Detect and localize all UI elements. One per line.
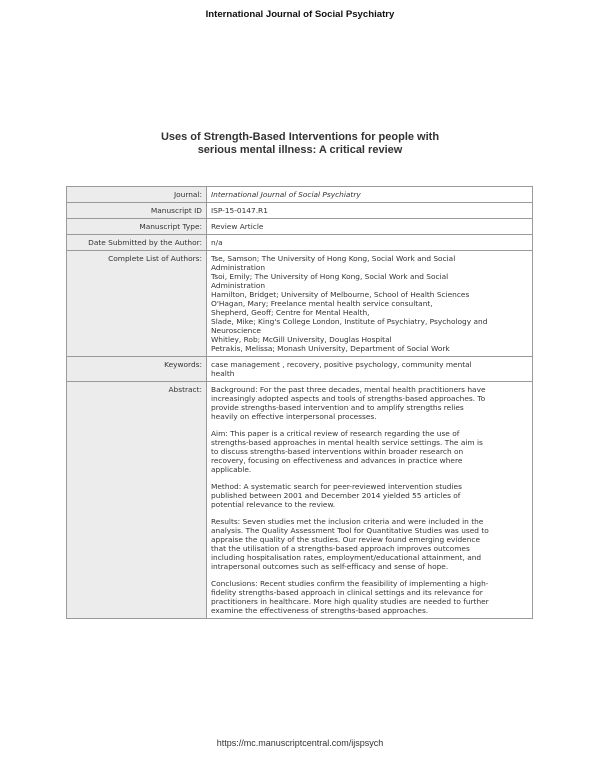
abstract-line: that the utilisation of a strengths-based approach improves outcomes <box>211 544 470 553</box>
abstract-line: Results: Seven studies met the inclusion criteria and were included in the <box>211 517 484 526</box>
author-line: Administration <box>211 263 266 272</box>
author-line: Slade, Mike; King's College London, Institute of Psychiatry, Psychology and <box>211 317 488 326</box>
authors-row <box>67 251 533 357</box>
journal-label: Journal: <box>67 187 207 203</box>
manuscript-id-row <box>67 203 533 219</box>
manuscript-type-row <box>67 219 533 235</box>
abstract-body <box>207 382 533 619</box>
author-line: Petrakis, Melissa; Monash University, Department of Social Work <box>211 344 450 353</box>
abstract-line: intrapersonal outcomes such as self-efficacy and sense of hope. <box>211 562 449 571</box>
manuscript-id-value: ISP-15-0147.R1 <box>207 203 533 219</box>
keywords-row <box>67 357 533 382</box>
author-line: Administration <box>211 281 266 290</box>
keywords-line: case management , recovery, positive psychology, community mental <box>211 360 472 369</box>
abstract-line: heavily on effective interpersonal processes. <box>211 412 377 421</box>
abstract-line: applicable. <box>211 465 252 474</box>
abstract-line: to discuss strengths-based interventions within broader research on <box>211 447 464 456</box>
abstract-line: Background: For the past three decades, mental health practitioners have <box>211 385 486 394</box>
author-line: Tse, Samson; The University of Hong Kong, Social Work and Social <box>211 254 456 263</box>
journal-value: International Journal of Social Psychiatry <box>207 187 533 203</box>
author-line: Shepherd, Geoff; Centre for Mental Health, <box>211 308 370 317</box>
journal-row <box>67 187 533 203</box>
date-submitted-row <box>67 235 533 251</box>
manuscript-type-value: Review Article <box>207 219 533 235</box>
abstract-line: Method: A systematic search for peer-reviewed intervention studies <box>211 482 462 491</box>
authors-label: Complete List of Authors: <box>67 251 207 357</box>
abstract-line: practitioners in healthcare. More high quality studies are needed to further <box>211 597 489 606</box>
keywords-value <box>207 357 533 382</box>
abstract-line: fidelity strengths-based approach in clinical settings and its relevance for <box>211 588 483 597</box>
abstract-line: recovery, focusing on effectiveness and advances in practice where <box>211 456 463 465</box>
abstract-line: provide strengths-based intervention and to amplify strengths relies <box>211 403 464 412</box>
author-line: O'Hagan, Mary; Freelance mental health service consultant, <box>211 299 433 308</box>
abstract-line: Aim: This paper is a critical review of research regarding the use of <box>211 429 460 438</box>
abstract-line: increasingly adopted aspects and tools of strengths-based approaches. To <box>211 394 486 403</box>
abstract-results <box>211 517 528 571</box>
abstract-label: Abstract: <box>67 382 207 619</box>
manuscript-id-label: Manuscript ID <box>67 203 207 219</box>
date-submitted-label: Date Submitted by the Author: <box>67 235 207 251</box>
manuscript-type-label: Manuscript Type: <box>67 219 207 235</box>
author-line: Hamilton, Bridget; University of Melbourne, School of Health Sciences <box>211 290 470 299</box>
abstract-line: potential relevance to the review. <box>211 500 336 509</box>
author-line: Whitley, Rob; McGill University, Douglas Hospital <box>211 335 392 344</box>
date-submitted-value: n/a <box>207 235 533 251</box>
abstract-line: published between 2001 and December 2014 yielded 55 articles of <box>211 491 461 500</box>
abstract-line: strengths-based approaches in mental health service settings. The aim is <box>211 438 483 447</box>
abstract-method <box>211 482 528 509</box>
abstract-conclusions <box>211 579 528 615</box>
abstract-line: examine the effectiveness of strengths-based approaches. <box>211 606 429 615</box>
abstract-line: analysis. The Quality Assessment Tool for Quantitative Studies was used to <box>211 526 489 535</box>
abstract-row <box>67 382 533 619</box>
footer-url[interactable]: https://mc.manuscriptcentral.com/ijspsych <box>216 738 384 748</box>
abstract-line: including hospitalisation rates, employment/educational attainment, and <box>211 553 482 562</box>
abstract-background <box>211 385 528 421</box>
authors-list <box>207 251 533 357</box>
abstract-aim <box>211 429 528 474</box>
author-line: Neuroscience <box>211 326 261 335</box>
title-line-2: serious mental illness: A critical review <box>197 144 403 156</box>
manuscript-metadata-table <box>66 186 533 619</box>
journal-header: International Journal of Social Psychiatry <box>205 9 395 20</box>
title-line-1: Uses of Strength-Based Interventions for people with <box>160 131 440 143</box>
keywords-label: Keywords: <box>67 357 207 382</box>
abstract-line: appraise the quality of the studies. Our review found emerging evidence <box>211 535 481 544</box>
keywords-line: health <box>211 369 235 378</box>
abstract-line: Conclusions: Recent studies confirm the feasibility of implementing a high- <box>211 579 489 588</box>
author-line: Tsoi, Emily; The University of Hong Kong, Social Work and Social <box>211 272 449 281</box>
article-title <box>0 131 600 157</box>
